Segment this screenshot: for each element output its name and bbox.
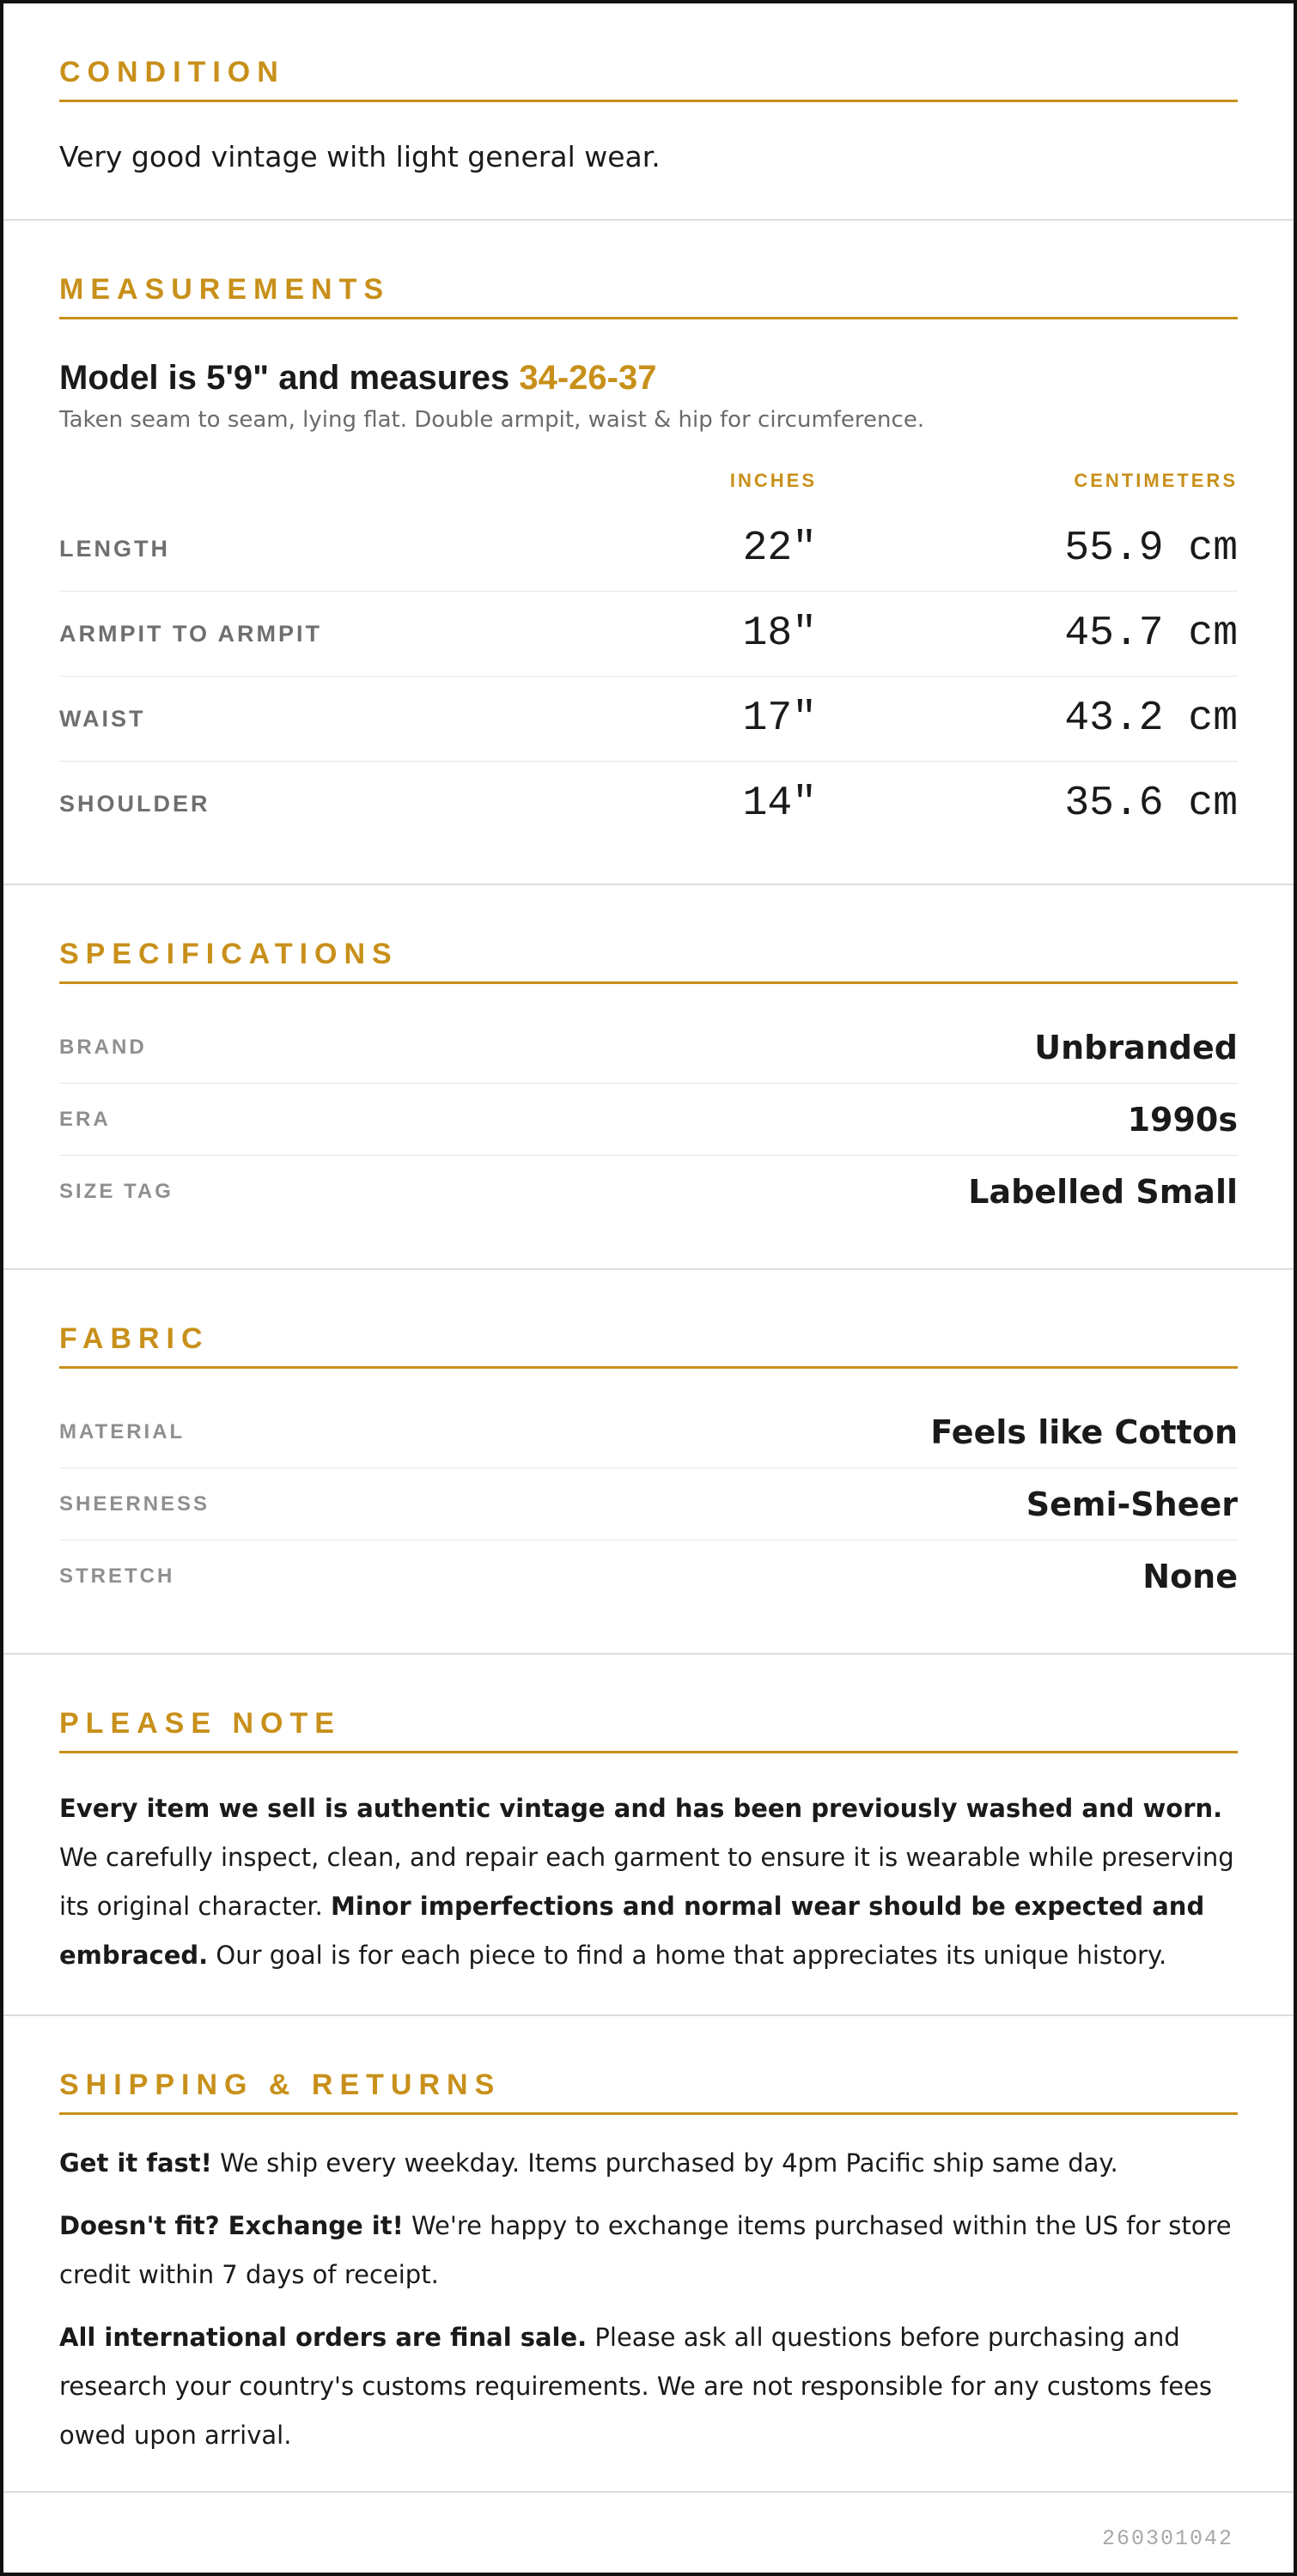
table-row (59, 677, 1238, 762)
table-row (59, 592, 1238, 677)
fabric-label: MATERIAL (59, 1419, 186, 1443)
please-note-paragraph (59, 1784, 1238, 1980)
measurement-inches: 14" (742, 781, 817, 827)
specifications-heading: SPECIFICATIONS (59, 937, 1238, 984)
fabric-section (3, 1270, 1294, 1655)
fabric-value: Semi-Sheer (1026, 1485, 1238, 1523)
table-row (59, 507, 1238, 592)
table-row (59, 762, 1238, 846)
model-measures-value: 34-26-37 (519, 359, 657, 397)
model-measures-prefix: Model is 5'9" and measures (59, 359, 520, 397)
fabric-value: Feels like Cotton (930, 1413, 1238, 1451)
measurements-section (3, 221, 1294, 885)
spec-value: Unbranded (1034, 1028, 1238, 1066)
list-item (59, 1156, 1238, 1227)
measurement-label: SHOULDER (59, 790, 210, 817)
product-code: 260301042 (1101, 2526, 1233, 2551)
measurement-inches: 17" (742, 696, 817, 742)
measurement-label: ARMPIT TO ARMPIT (59, 620, 322, 647)
measurement-inches: 18" (742, 611, 817, 657)
specifications-section (3, 885, 1294, 1270)
shipping-text: Please ask all questions before purchasing and research your country's customs requirements. We are not responsible for any customs fees owed upon arrival. (59, 2323, 1212, 2450)
shipping-paragraph (59, 2202, 1238, 2300)
condition-heading: CONDITION (59, 55, 1238, 102)
condition-text: Very good vintage with light general wear. (59, 140, 661, 173)
list-item (59, 1468, 1238, 1540)
list-item (59, 1396, 1238, 1468)
inches-column-header: INCHES (729, 470, 817, 491)
specifications-list (59, 1012, 1238, 1268)
shipping-bold: Doesn't fit? Exchange it! (59, 2211, 404, 2240)
spec-label: BRAND (59, 1035, 147, 1059)
fabric-list (59, 1396, 1238, 1653)
fabric-label: SHEERNESS (59, 1492, 210, 1516)
please-note-body (59, 1753, 1238, 2014)
measurements-table-header (59, 455, 1238, 507)
centimeters-column-header: CENTIMETERS (1074, 470, 1238, 491)
shipping-paragraph (59, 2313, 1238, 2460)
fabric-label: STRETCH (59, 1564, 175, 1588)
please-note-section (3, 1655, 1294, 2016)
measurement-label: WAIST (59, 705, 146, 732)
measurements-table (59, 455, 1238, 884)
measurement-cm: 45.7 cm (1064, 611, 1238, 657)
shipping-bold: Get it fast! (59, 2148, 212, 2178)
spec-label: SIZE TAG (59, 1179, 174, 1203)
measurement-label: LENGTH (59, 535, 170, 562)
list-item (59, 1084, 1238, 1156)
measurement-cm: 35.6 cm (1064, 781, 1238, 827)
shipping-section (3, 2016, 1294, 2493)
measurement-cm: 43.2 cm (1064, 696, 1238, 742)
shipping-text: We ship every weekday. Items purchased by 4pm Pacific ship same day. (211, 2148, 1118, 2178)
measurements-note: Taken seam to seam, lying flat. Double armpit, waist & hip for circumference. (59, 407, 925, 433)
measurements-heading: MEASUREMENTS (59, 272, 1238, 319)
note-bold-1: Every item we sell is authentic vintage and has been previously washed and worn. (59, 1794, 1223, 1823)
spec-label: ERA (59, 1107, 111, 1131)
shipping-bold: All international orders are final sale. (59, 2323, 588, 2352)
list-item (59, 1012, 1238, 1084)
shipping-heading: SHIPPING & RETURNS (59, 2068, 1238, 2115)
spec-value: Labelled Small (968, 1172, 1238, 1211)
note-text-1: We carefully inspect, clean, and repair each garment to ensure it is wearable while preserving its original character. (59, 1843, 1234, 1921)
model-measures-line (59, 357, 1238, 398)
fabric-heading: FABRIC (59, 1321, 1238, 1369)
condition-section (3, 3, 1294, 221)
please-note-heading: PLEASE NOTE (59, 1706, 1238, 1753)
note-bold-2: Minor imperfections and normal wear should be expected and embraced. (59, 1892, 1205, 1970)
shipping-body (59, 2115, 1238, 2491)
spec-value: 1990s (1127, 1100, 1238, 1139)
shipping-paragraph (59, 2139, 1238, 2188)
measurement-inches: 22" (742, 526, 817, 572)
measurement-cm: 55.9 cm (1064, 526, 1238, 572)
fabric-value: None (1142, 1557, 1238, 1595)
list-item (59, 1540, 1238, 1612)
shipping-text: We're happy to exchange items purchased within the US for store credit within 7 days of receipt. (59, 2211, 1232, 2289)
note-text-2: Our goal is for each piece to find a home that appreciates its unique history. (208, 1941, 1167, 1970)
